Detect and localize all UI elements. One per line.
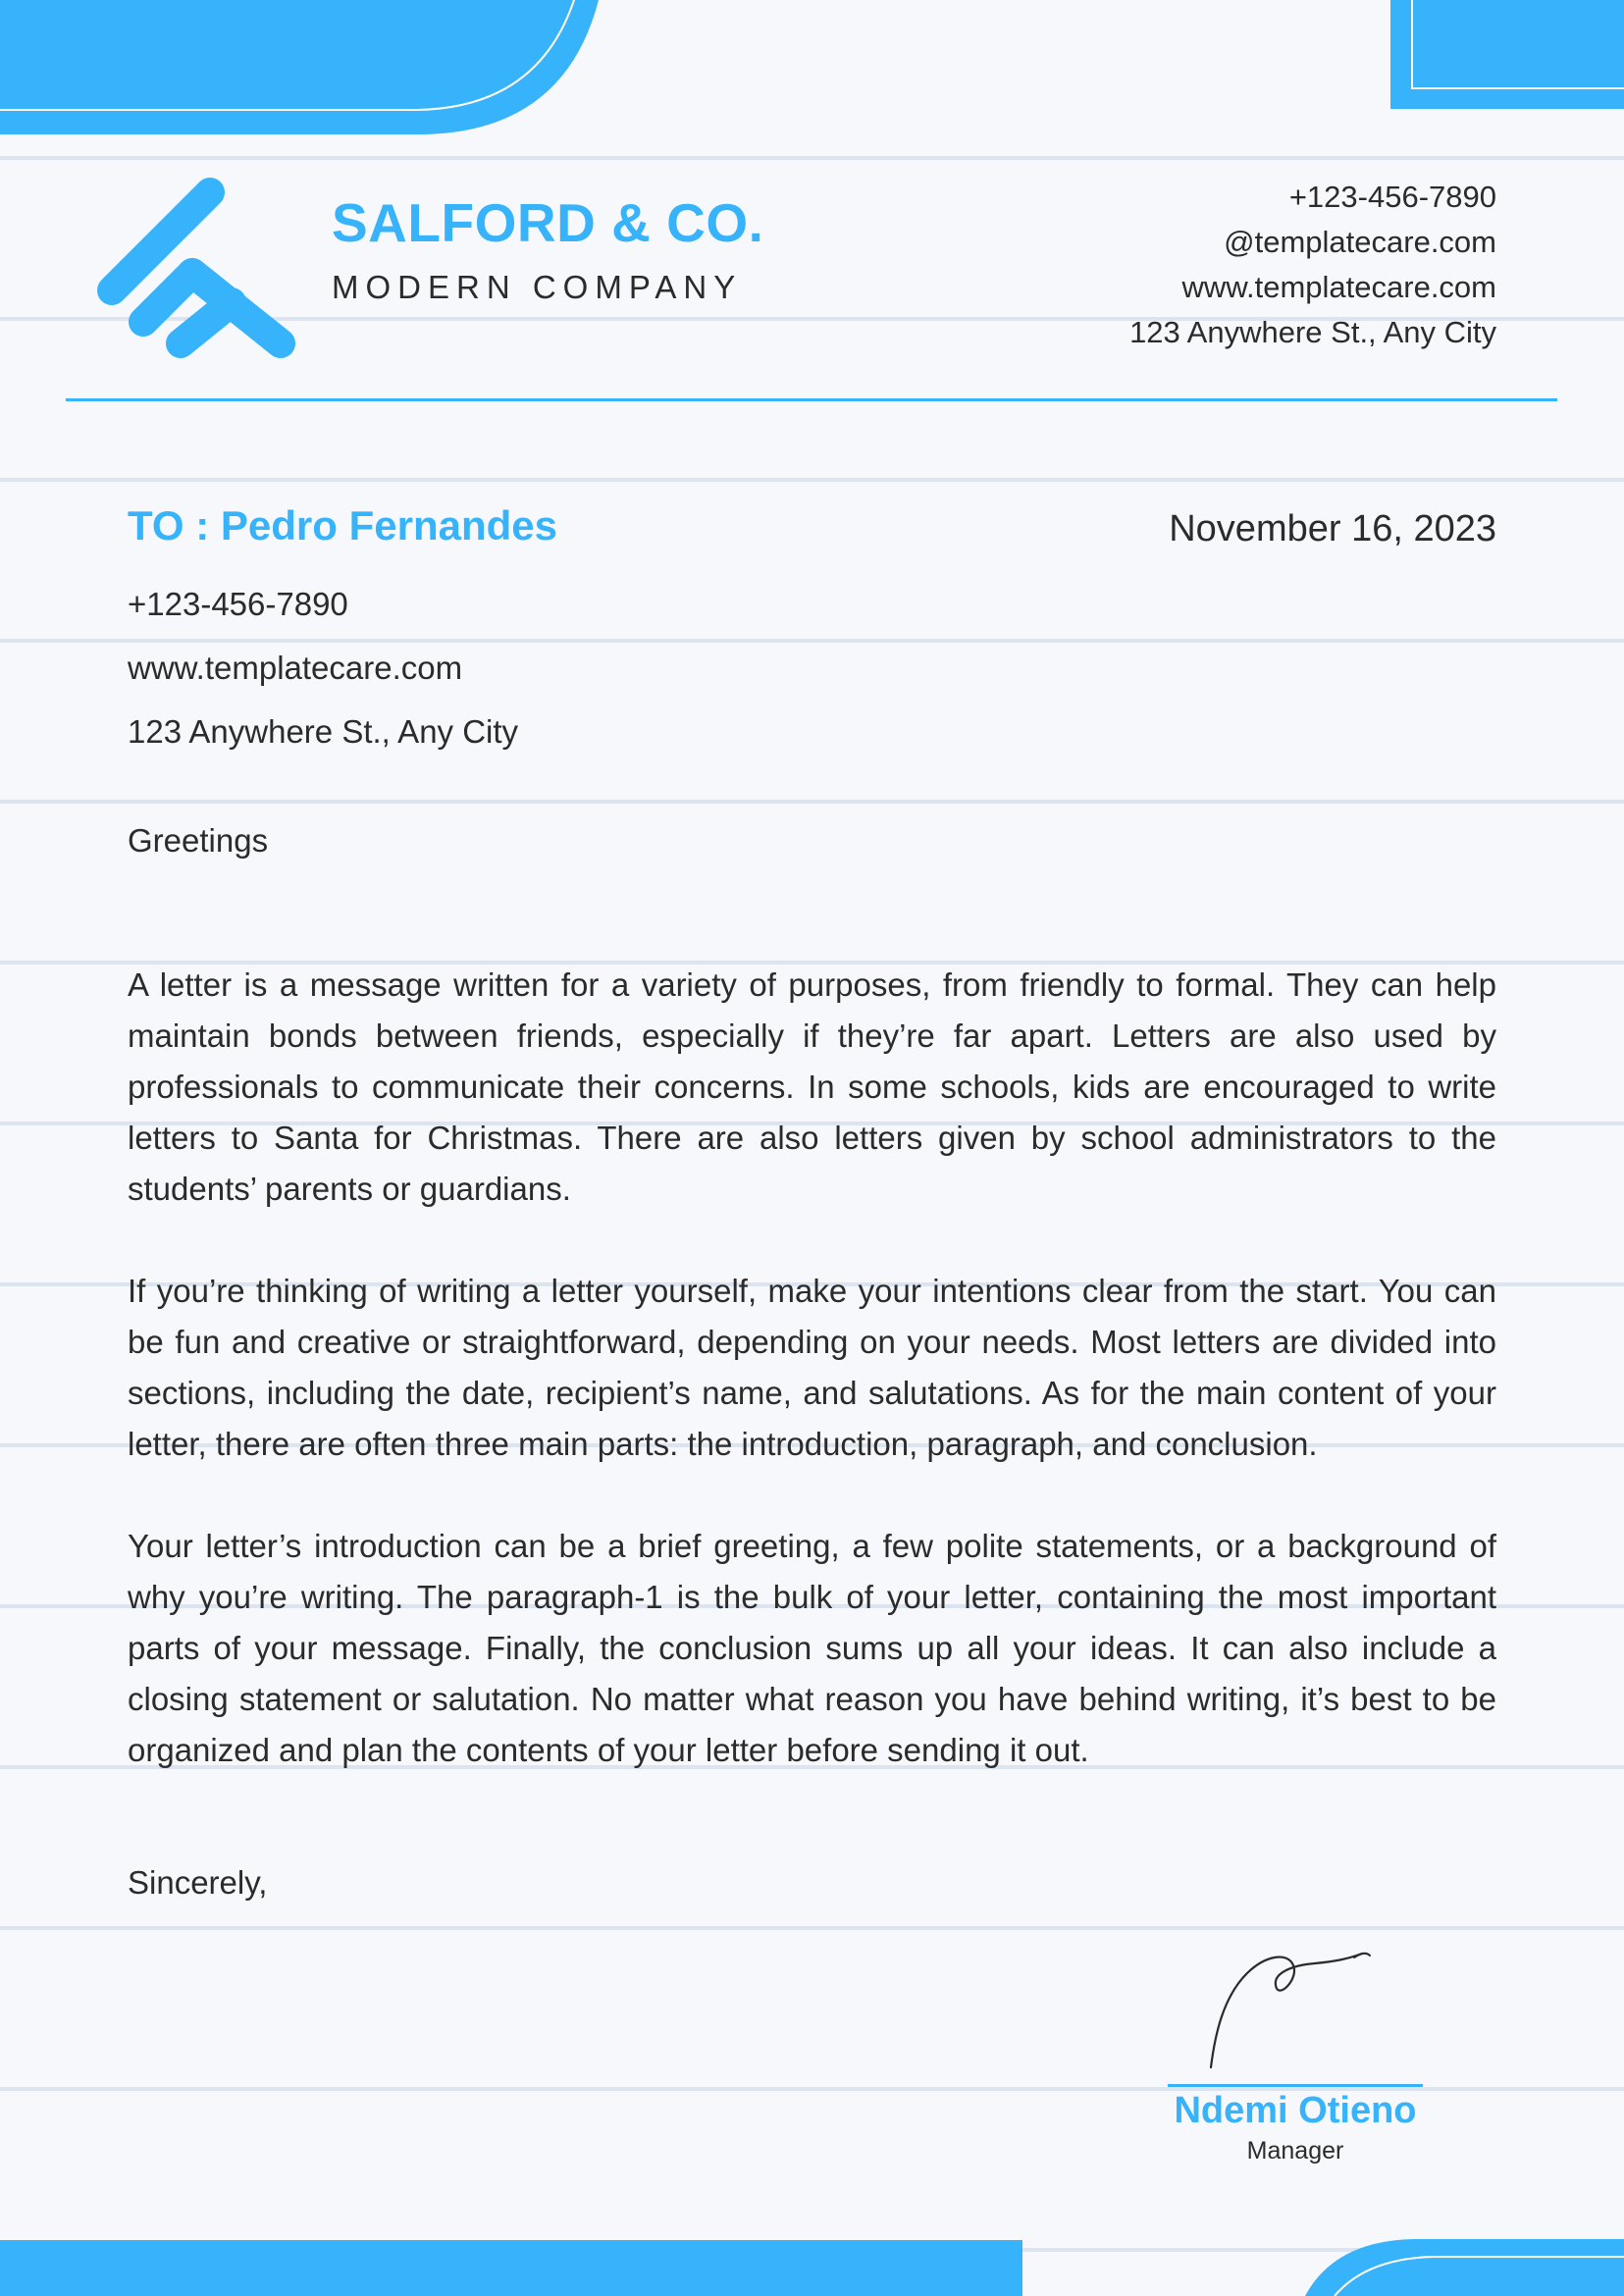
body-paragraph: A letter is a message written for a variety of purposes, from friendly to formal. They can help maintain bonds between friends, especially if they’re far apart. Letters are also used by professionals to communicate their concerns. In some schools, kids are encouraged to write letters to Santa for Christmas. There are also letters given by school administrators to the students’ parents or guardians. (128, 966, 1496, 1207)
sender-address: 123 Anywhere St., Any City (1129, 315, 1496, 349)
signature-line (1168, 2084, 1423, 2087)
bottom-right-corner-shape (1305, 2239, 1624, 2296)
closing: Sincerely, (128, 1864, 268, 1901)
recipient-phone: +123-456-7890 (128, 586, 348, 622)
sender-phone: +123-456-7890 (1288, 180, 1496, 214)
top-right-corner-shape (1390, 0, 1624, 110)
chevron-logo-icon (94, 175, 310, 361)
sender-website: www.templatecare.com (1181, 270, 1496, 304)
letter-body (128, 960, 1496, 1827)
body-paragraph: Your letter’s introduction can be a brief greeting, a few polite statements, or a background of why you’re writing. The paragraph-1 is the bulk of your letter, containing the most important parts of your message. Finally, the conclusion sums up all your ideas. It can also include a closing statement or salutation. No matter what reason you have behind writing, it’s best to be organized and plan the contents of your letter before sending it out. (128, 1528, 1496, 1768)
handwritten-signature (1197, 1938, 1393, 2075)
bottom-left-bar (0, 2240, 1022, 2296)
recipient-address: 123 Anywhere St., Any City (128, 713, 519, 750)
body-paragraph: If you’re thinking of writing a letter yourself, make your intentions clear from the start. You can be fun and creative or straightforward, depending on your needs. Most letters are divided into sections, including the date, recipient’s name, and salutations. As for the main content of your letter, there are often three main parts: the introduction, paragraph, and conclusion. (128, 1273, 1496, 1462)
header-divider (66, 398, 1557, 401)
greeting: Greetings (128, 822, 269, 859)
company-name: SALFORD & CO. (332, 192, 764, 253)
top-left-corner-shape (0, 0, 608, 137)
company-tagline: MODERN COMPANY (332, 269, 743, 305)
sender-handle: @templatecare.com (1224, 225, 1496, 259)
recipient-website: www.templatecare.com (128, 650, 463, 686)
letter-date: November 16, 2023 (1169, 508, 1496, 549)
signer-title: Manager (1246, 2137, 1344, 2165)
recipient-name: TO : Pedro Fernandes (128, 502, 557, 548)
recipient-details (128, 572, 518, 763)
sender-contact (1129, 175, 1496, 355)
signer-name: Ndemi Otieno (1174, 2090, 1417, 2131)
